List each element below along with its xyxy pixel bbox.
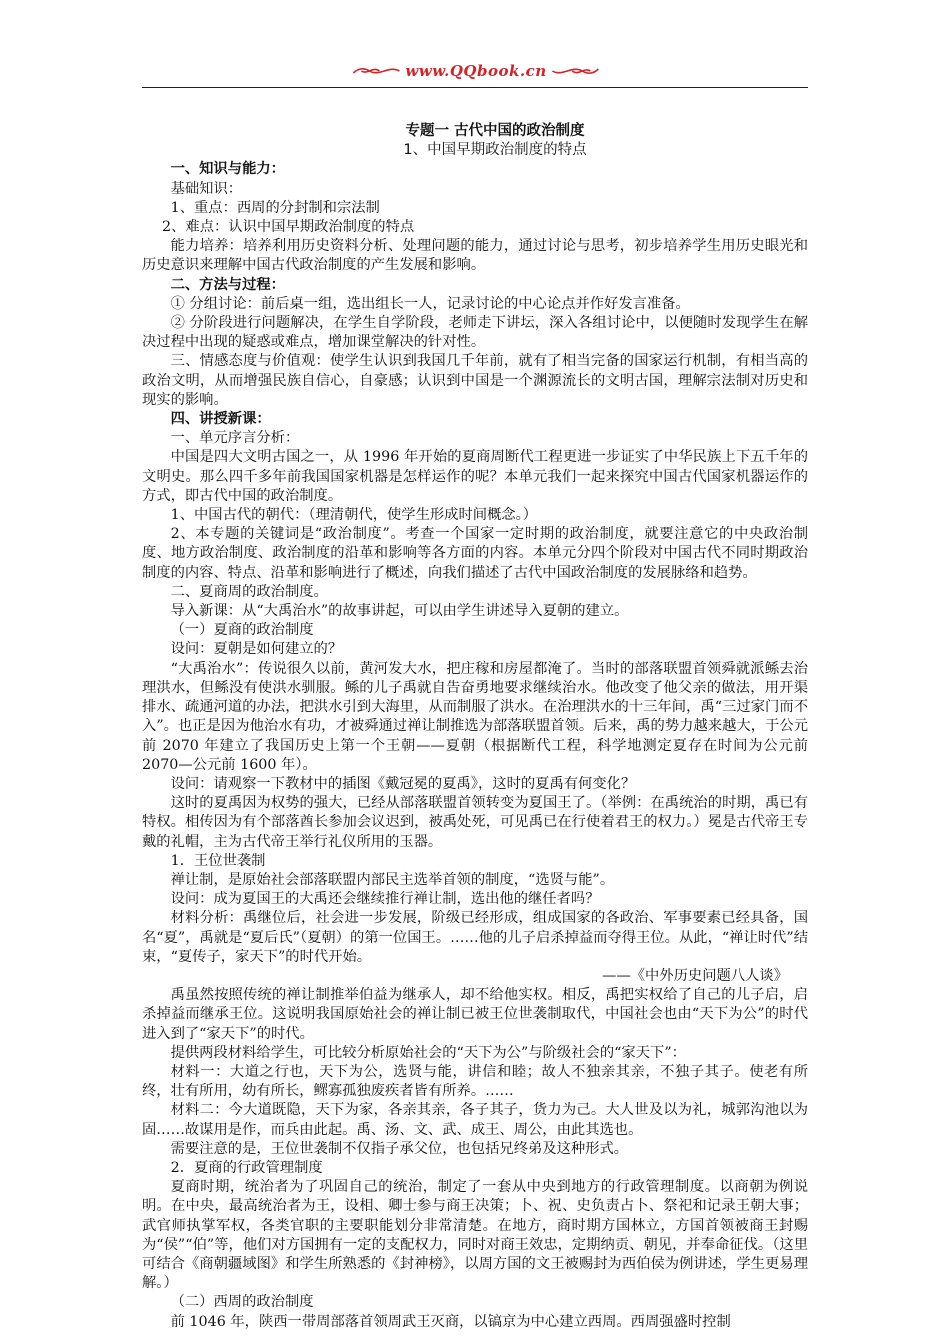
paragraph: 禅让制，是原始社会部落联盟内部民主选举首领的制度，“选贤与能”。 — [170, 871, 615, 888]
paragraph: ② 分阶段进行问题解决，在学生自学阶段，老师走下讲坛，深入各组讨论中，以便随时发现学生在解决过程中出现的疑惑或难点，增加课堂解决的针对性。 — [142, 315, 808, 351]
paragraph: 1．王位世袭制 — [170, 852, 266, 869]
paragraph: 能力培养：培养利用历史资料分析、处理问题的能力，通过讨论与思考，初步培养学生用历史眼光和历史意识来理解中国古代政治制度的产生发展和影响。 — [142, 238, 808, 274]
paragraph: 材料二：今大道既隐，天下为家，各亲其亲，各子其子，货力为己。大人世及以为礼，城郭沟池以为固……故谋用是作，而兵由此起。禹、汤、文、武、成王、周公，由此其选也。 — [142, 1102, 808, 1138]
paragraph: 导入新课：从“大禹治水”的故事讲起，可以由学生讲述导入夏朝的建立。 — [170, 603, 629, 620]
page-header — [142, 62, 808, 90]
paragraph: 一、知识与能力： — [170, 161, 285, 178]
paragraph: 材料分析：禹继位后，社会进一步发展，阶级已经形成，组成国家的各政治、军事要素已经具备，国名“夏”，禹就是“夏后氏”（夏朝）的第一位国王。……他的儿子启杀掉益而夺得王位。从此，“禅让时代”结束，“夏传子，家天下”的时代开始。 — [142, 910, 808, 965]
paragraph: 前 1046 年，陕西一带周部落首领周武王灭商，以镐京为中心建立西周。西周强盛时控制 — [170, 1313, 731, 1330]
paragraph: ① 分组讨论：前后桌一组，选出组长一人，记录讨论的中心论点并作好发言准备。 — [170, 295, 690, 312]
site-logo — [349, 62, 602, 80]
paragraph: 基础知识： — [170, 180, 243, 197]
paragraph-list — [142, 160, 808, 1331]
paragraph: （二）西周的政治制度 — [170, 1294, 314, 1311]
document-body — [142, 122, 808, 1332]
paragraph: 一、单元序言分析： — [170, 430, 300, 447]
paragraph: “大禹治水”：传说很久以前，黄河发大水，把庄稼和房屋都淹了。当时的部落联盟首领舜就派鲧去治理洪水，但鲧没有使洪水驯服。鲧的儿子禹就自告奋勇地要求继续治水。他改变了他父亲的做法，用开渠排水、疏通河道的办法，把洪水引到大海里，从而制服了洪水。在治理洪水的十三年间，禹“三过家门而不入”。也正是因为他治水有功，才被舜通过禅让制推选为部落联盟首领。后来，禹的势力越来越大，于公元前 2070 年建立了我国历史上第一个王朝——夏朝（根据断代工程，科学地测定夏存在时间为公元前 2070—公元前 1600 年）。 — [142, 660, 808, 773]
paragraph: 设问：请观察一下教材中的插图《戴冠冕的夏禹》，这时的夏禹有何变化？ — [170, 775, 636, 792]
right-swirl-icon — [551, 64, 603, 78]
paragraph: 四、讲授新课： — [170, 411, 271, 428]
left-swirl-icon — [349, 64, 401, 78]
paragraph: 这时的夏禹因为权势的强大，已经从部落联盟首领转变为夏国王了。（举例：在禹统治的时期，禹已有特权。相传因为有个部落酋长参加会议迟到，被禹处死，可见禹已在行使着君王的权力。）冕是古代帝王专戴的礼帽，主为古代帝王举行礼仪所用的玉器。 — [142, 795, 808, 850]
paragraph: 二、夏商周的政治制度。 — [170, 583, 328, 600]
paragraph: 设问：成为夏国王的大禹还会继续推行禅让制，选出他的继任者吗？ — [170, 891, 600, 908]
header-rule — [142, 87, 808, 88]
paragraph: 禹虽然按照传统的禅让制推举伯益为继承人，却不给他实权。相反，禹把实权给了自己的儿子启，启杀掉益而继承王位。这说明我国原始社会的禅让制已被王位世袭制取代，中国社会也由“天下为公”的时代进入到了“家天下”的时代。 — [142, 987, 808, 1042]
paragraph: 材料一：大道之行也，天下为公，选贤与能，讲信和睦；故人不独亲其亲，不独子其子。使老有所终，壮有所用，幼有所长，鳏寡孤独废疾者皆有所养。…… — [142, 1063, 808, 1100]
doc-title: 专题一 古代中国的政治制度 — [405, 123, 585, 139]
paragraph: 三、情感态度与价值观：使学生认识到我国几千年前，就有了相当完备的国家运行机制，有相当高的政治文明，从而增强民族自信心，自豪感；认识到中国是一个渊源流长的文明古国，理解宗法制对历史和现实的影响。 — [142, 353, 808, 408]
paragraph: 2、本专题的关键词是“政治制度”。考查一个国家一定时期的政治制度，就要注意它的中央政治制度、地方政治制度、政治制度的沿革和影响等各方面的内容。本单元分四个阶段对中国古代不同时期政治制度的内容、特点、沿革和影响进行了概述，向我们描述了古代中国政治制度的发展脉络和趋势。 — [142, 526, 808, 581]
paragraph: 2、难点：认识中国早期政治制度的特点 — [162, 219, 415, 236]
site-logo-text: www.QQbook.cn — [405, 62, 547, 80]
paragraph: 夏商时期，统治者为了巩固自己的统治，制定了一套从中央到地方的行政管理制度。以商朝为例说明。在中央，最高统治者为王，设相、卿士参与商王决策；卜、祝、史负责占卜、祭祀和记录王朝大事；武官师执掌军权，各类官职的主要职能划分非常清楚。在地方，商时期方国林立，方国首领被商王封赐为“侯”“伯”等，他们对方国拥有一定的支配权力，同时对商王效忠，定期纳贡、朝见，并奉命征伐。（这里可结合《商朝疆域图》和学生所熟悉的《封神榜》，以周方国的文王被赐封为西伯侯为例讲述，学生更易理解。） — [142, 1179, 808, 1292]
paragraph: 需要注意的是，王位世袭制不仅指子承父位，也包括兄终弟及这种形式。 — [170, 1140, 629, 1157]
doc-subtitle: 1、中国早期政治制度的特点 — [403, 142, 587, 159]
paragraph: 设问：夏朝是如何建立的？ — [170, 641, 343, 658]
paragraph: 1、中国古代的朝代：（理清朝代，使学生形成时间概念。） — [170, 507, 538, 524]
paragraph: 2．夏商的行政管理制度 — [170, 1159, 323, 1176]
paragraph: 中国是四大文明古国之一，从 1996 年开始的夏商周断代工程更进一步证实了中华民族上下五千年的文明史。那么四千多年前我国国家机器是怎样运作的呢？本单元我们一起来探究中国古代国家机器运作的方式，即古代中国的政治制度。 — [142, 449, 808, 504]
paragraph: 提供两段材料给学生，可比较分析原始社会的“天下为公”与阶级社会的“家天下”： — [170, 1044, 686, 1061]
paragraph: 1、重点：西周的分封制和宗法制 — [170, 199, 380, 216]
paragraph: ——《中外历史问题八人谈》 — [602, 967, 788, 984]
paragraph: （一）夏商的政治制度 — [170, 622, 314, 639]
paragraph: 二、方法与过程： — [170, 276, 285, 293]
